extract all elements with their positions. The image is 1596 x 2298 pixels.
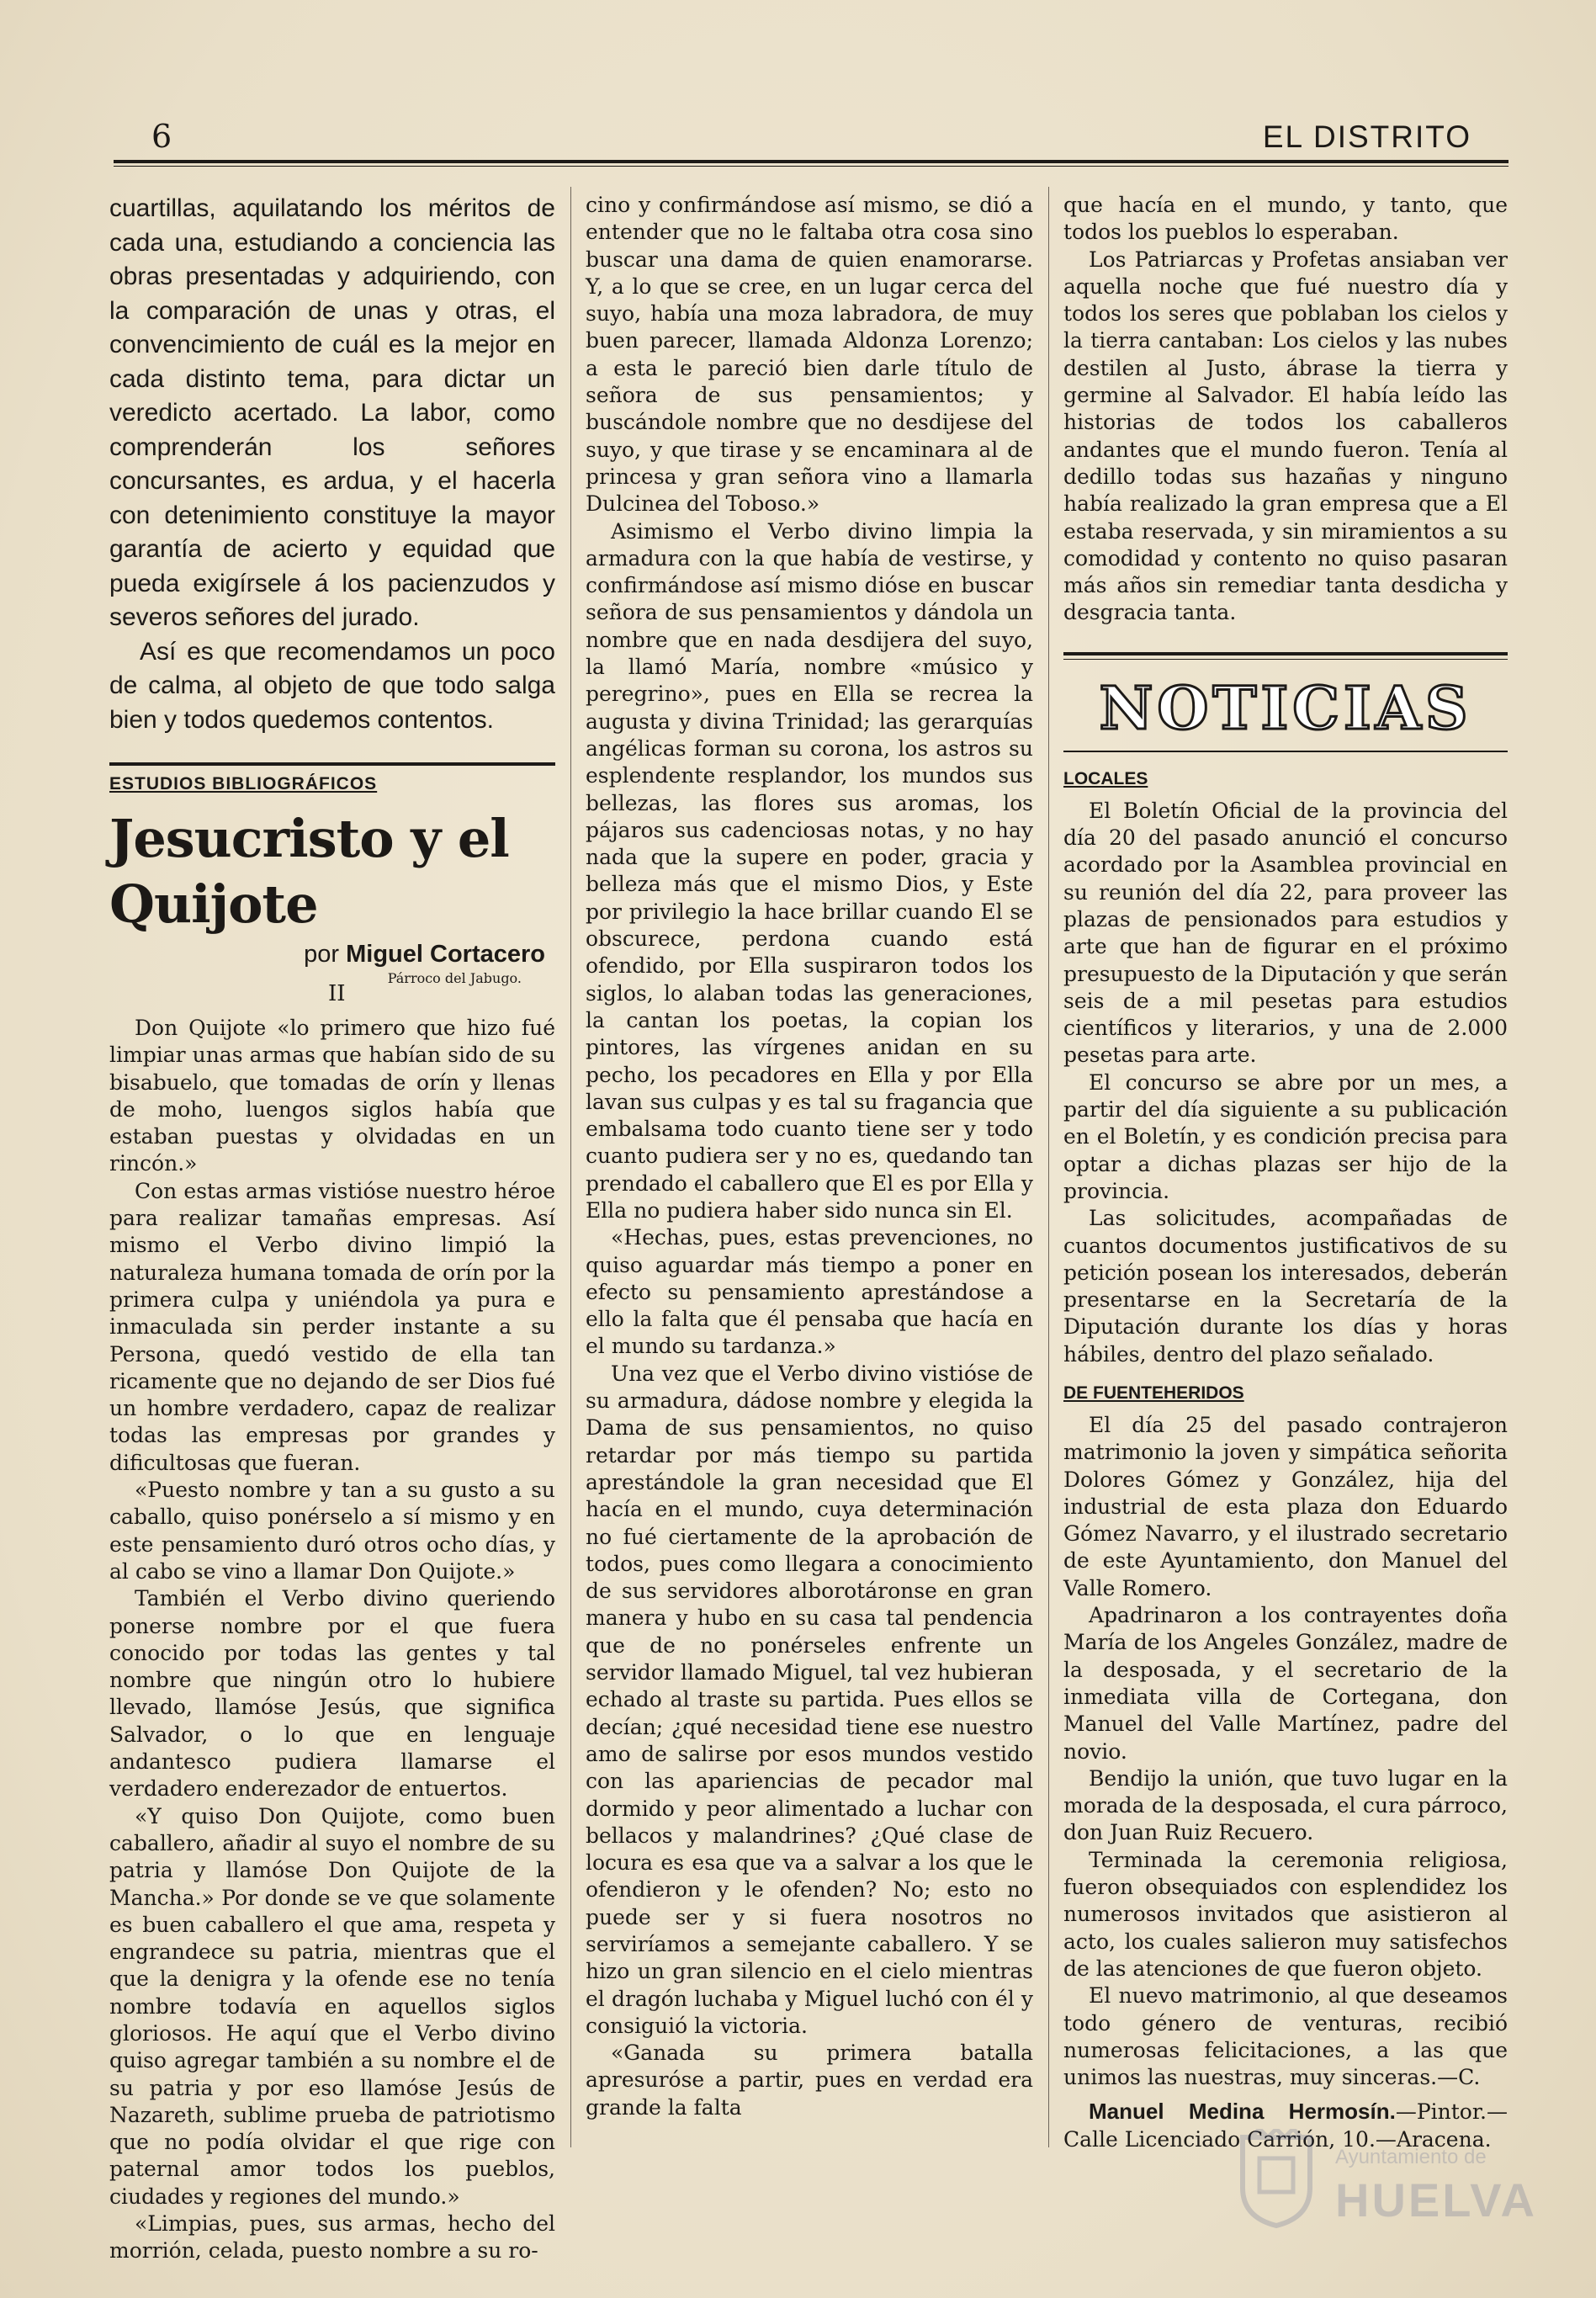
noticias-rule (1063, 652, 1508, 660)
article-paragraph: «Hechas, pues, estas prevenciones, no quiso aguardar más tiempo a poner en efecto su pensamiento aprestándose a ello la falta que él pensaba que hacía en el mundo su tardanza.» (586, 1225, 1033, 1359)
article-paragraph: cino y confirmándose así mismo, se dió a entender que no le faltaba otra cosa sino buscar una dama de quien enamorarse. Y, a lo que se cree, en un lugar cerca del suyo, había una moza labradora, de muy buen parecer, llamada Aldonza Lorenzo; a esta le pareció bien darle título de señora de sus pensamientos; y buscándole nombre que no desdijese del suyo, y que tirase y se encaminara al de princesa y gran señora vino a llamarla Dulcinea del Toboso.» (586, 193, 1033, 517)
news-paragraph: El concurso se abre por un mes, a partir del día siguiente a su publicación en el Boletín, y es condición precisa para optar a dichas plazas ser hijo de la provincia. (1063, 1069, 1508, 1203)
article-paragraph: Con estas armas vistióse nuestro héroe para realizar tamañas empresas. Así mismo el Verbo divino limpió la naturaleza humana tomada de orín por la primera culpa y uniéndola ya pura e inmaculada sin perder instante a su Persona, quedó vestido de ella tan ricamente que no dejando de ser Dios fué un hombre verdadero, capaz de realizar todas las empresas por grandes y dificultosas que fueran. (109, 1178, 555, 1475)
fuenteheridos-heading: DE FUENTEHERIDOS (1063, 1383, 1244, 1403)
noticias-underline (1063, 751, 1508, 752)
watermark-line2: HUELVA (1335, 2173, 1537, 2226)
author-affiliation: Párroco del Jabugo. (387, 970, 522, 986)
locales-heading: LOCALES (1063, 768, 1148, 788)
news-paragraph: El Boletín Oficial de la provincia del día 20 del pasado anunció el concurso acordado por la Asamblea provincial en su reunión del día 22, para proveer las plazas de pensionados para estudios y arte que han de figurar en el próximo presupuesto de la Diputación y que serán seis de a mil pesetas para estudios científicos y literarios, y una de 2.000 pesetas para arte. (1063, 798, 1508, 1068)
section-heading: ESTUDIOS BIBLIOGRÁFICOS (109, 774, 378, 793)
news-paragraph: Bendijo la unión, que tuvo lugar en la morada de la desposada, el cura párroco, don Juan Ruiz Recuero. (1063, 1765, 1508, 1845)
column-divider (570, 187, 571, 2147)
watermark-line1: Ayuntamiento de (1335, 2146, 1487, 2168)
archive-watermark (1234, 2129, 1537, 2247)
article-paragraph: que hacía en el mundo, y tanto, que todos los pueblos lo esperaban. (1063, 193, 1508, 245)
article-paragraph: «Ganada su primera batalla apresuróse a partir, pues en verdad era grande la falta (586, 2041, 1033, 2120)
noticias-title: NOTICIAS (1099, 672, 1472, 743)
header-rule (114, 160, 1509, 163)
article-paragraph: Una vez que el Verbo divino vistióse de su armadura, dádose nombre y elegida la Dama de sus pensamientos, no quiso retardar por más tiempo su partida aprestándole la gran necesidad que El hacía en el mundo, cuya determinación no fué ciertamente de la aprobación de todos, pues como llegara a conocimiento de sus servidores alborotáronse en gran manera y hubo en su casa tal pendencia que de no ponérseles enfrente un servidor llamado Miguel, tal vez hubieran echado al traste su partida. Pues ellos se decían; ¿qué necesidad tiene ese nuestro amo de salirse por esos mundos vestido con las apariencias de pecador mal dormido y peor alimentado a luchar con bellacos y malandrines? ¿Qué clase de locura es esa que va a salvar a los que le ofendieron y le ofenden? No; esto no puede ser y si fuera nosotros no serviríamos a semejante caballero. Y se hizo un gran silencio en el cielo mientras el dragón luchaba y Miguel luchó con él y consiguió la victoria. (586, 1361, 1033, 2038)
advertiser-details: —Pintor.— Calle Licenciado Carrión, 10.—Aracena. (1063, 2099, 1508, 2152)
news-paragraph: El día 25 del pasado contrajeron matrimonio la joven y simpática señorita Dolores Gómez y González, hija del industrial de esta plaza don Eduardo Gómez Navarro, y el ilustrado secretario de este Ayuntamiento, don Manuel del Valle Romero. (1063, 1412, 1508, 1600)
article-paragraph: También el Verbo divino queriendo ponerse nombre por el que fuera conocido por todas las gentes y tal nombre que ningún otro lo hubiere llevado, llamóse Jesús, que significa Salvador, o lo que en lenguaje andantesco pudiera llamarse el verdadero enderezador de entuertos. (109, 1586, 555, 1802)
article-paragraph: «Y quiso Don Quijote, como buen caballero, añadir al suyo el nombre de su patria y llamóse Don Quijote de la Mancha.» Por donde se ve que solamente es buen caballero el que ama, respeta y engrandece su patria, mientras que el que la denigra y la ofende ese no tenía nombre todavía en aquellos siglos gloriosos. He aquí que el Verbo divino quiso agregar también a su nombre el de su patria y por eso llamóse Jesús de Nazareth, sublime prueba de patriotismo que no podía olvidar el que rige con paternal amor todos los pueblos, ciudades y regiones del mundo.» (109, 1803, 555, 2209)
article-paragraph: Asimismo el Verbo divino limpia la armadura con la que había de vestirse, y confirmándose así mismo dióse en buscar señora de sus pensamientos y dándola un nombre que en nada desdijera del suyo, la llamó María, nombre «músico y peregrino», pues en Ella se recrea la augusta y divina Trinidad; las gerarquías angélicas forman su corona, los astros su esplendente resplandor, los mundos sus bellezas, las flores sus aromas, los pájaros sus cadenciosas notas, y no hay nada que la supere en poder, gracia y belleza más que el mismo Dios, y Este por privilegio la hace brillar cuando El se obscurece, perdona cuando está ofendido, por Ella suspiraron todos los siglos, lo alaban todas las generaciones, la cantan los poetas, la copian los pintores, las vírgenes anidan en su pecho, los pecadores en Ella y por Ella lavan sus culpas y es tal su fragancia que embalsama todo cuanto tiene ser y todo cuanto pudiera ser y no es, quedando tan prendado el caballero que El es por Ella y Ella no pudiera haber sido nunca sin El. (586, 518, 1033, 1223)
column-3 (1063, 192, 1508, 2153)
article-paragraph: «Puesto nombre y tan a su gusto a su caballo, quiso ponérselo a sí mismo y en este pensamiento duró otros ocho días, y al cabo se vino a llamar Don Quijote.» (109, 1478, 555, 1584)
page-number: 6 (151, 118, 172, 155)
coat-of-arms-icon (1234, 2129, 1318, 2230)
byline-prefix: por (304, 941, 340, 968)
article-paragraph: Don Quijote «lo primero que hizo fué limpiar unas armas que habían sido de su bisabuelo, que tomadas de orín y llenas de moho, luengos siglos había que estaban puestas y olvidadas en un rincón.» (109, 1016, 555, 1176)
newspaper-name: EL DISTRITO (1262, 119, 1471, 154)
news-paragraph: Las solicitudes, acompañadas de cuantos documentos justificativos de su petición posean los interesados, deberán presentarse en la Secretaría de la Diputación durante los días y horas hábiles, dentro del plazo señalado. (1063, 1206, 1508, 1367)
column-divider (1048, 187, 1049, 2147)
news-paragraph: Apadrinaron a los contrayentes doña María de los Angeles González, madre de la desposada, y el secretario de la inmediata villa de Cortegana, don Manuel del Valle Martínez, padre del novio. (1063, 1603, 1508, 1764)
advertiser-name: Manuel Medina Hermosín. (1089, 2099, 1396, 2125)
byline (109, 941, 555, 969)
lead-paragraph: cuartillas, aquilatando los méritos de cada una, estudiando a conciencia las obras presentadas y adquiriendo, con la comparación de unas y otras, el convencimiento de cuál es la mejor en cada distinto tema, para dictar un veredicto acertado. La labor, como comprenderán los señores concursantes, es ardua, y el hacerla con detenimiento constituye la mayor garantía de acierto y equidad que pueda exigírsele á los pacienzudos y severos señores del jurado. (109, 194, 555, 631)
news-paragraph: El nuevo matrimonio, al que deseamos todo género de venturas, recibió numerosas felicitaciones, a las que unimos las nuestras, muy sinceras.—C. (1063, 1983, 1508, 2090)
section-rule (109, 762, 555, 766)
column-2 (586, 192, 1033, 2121)
news-paragraph: Terminada la ceremonia religiosa, fueron obsequiados con esplendidez los numerosos invitados que asistieron al acto, los cuales salieron muy satisfechos de las atenciones de que fueron objeto. (1063, 1847, 1508, 1981)
article-paragraph: Los Patriarcas y Profetas ansiaban ver aquella noche que fué nuestro día y todos los seres que poblaban los cielos y la tierra cantaban: Los cielos y las nubes destilen al Justo, ábrase la tierra y germine al Salvador. El había leído las historias de todos los caballeros andantes que el mundo fueron. Tenía al dedillo todas sus hazañas y ninguno había realizado la gran empresa que a El estaba reservada, y sin miramientos a su comodidad y contento no quiso pasaran más años sin remediar tanta desdicha y desgracia tanta. (1063, 247, 1508, 625)
lead-paragraph: Así es que recomendamos un poco de calma, al objeto de que todo salga bien y todos quedemos contentos. (109, 637, 555, 734)
header-rule-thin (114, 166, 1509, 167)
article-paragraph: «Limpias, pues, sus armas, hecho del morrión, celada, puesto nombre a su ro- (109, 2211, 555, 2264)
author-name: Miguel Cortacero (346, 941, 545, 968)
part-number: II (328, 981, 346, 1006)
article-title: Jesucristo y el Quijote (109, 808, 509, 935)
column-1 (109, 192, 555, 2265)
